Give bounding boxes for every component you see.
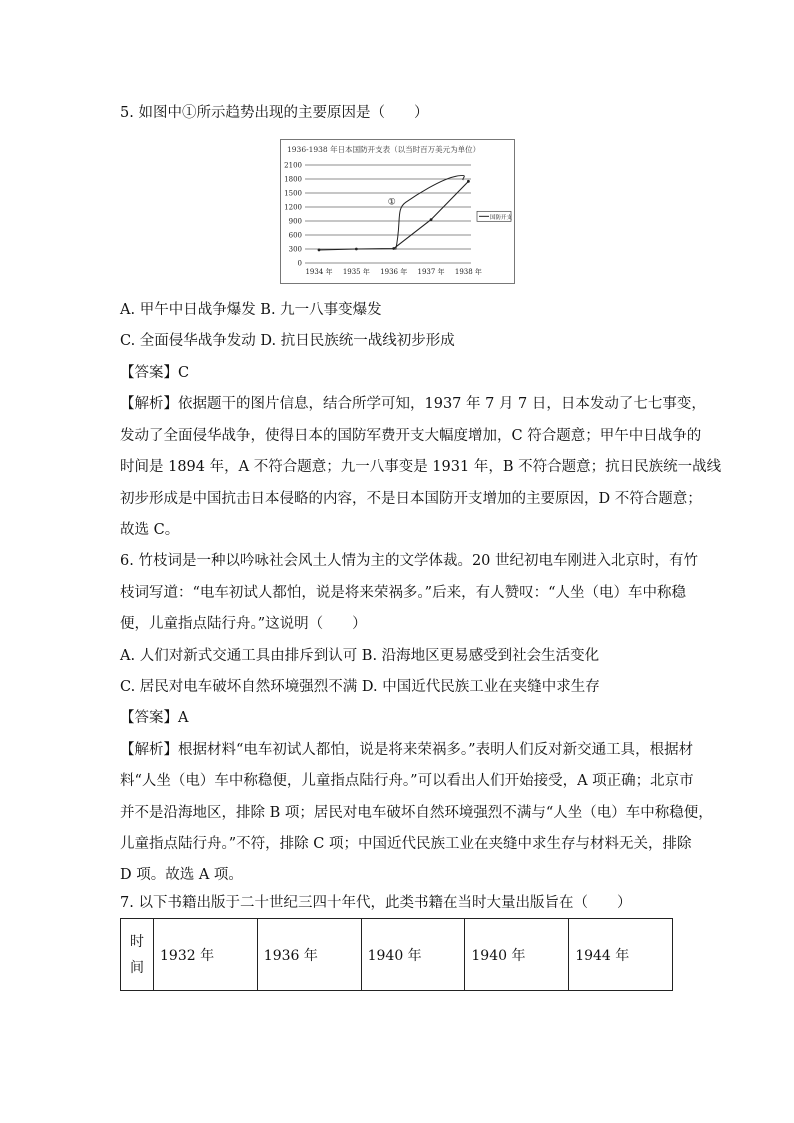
data-point bbox=[467, 180, 470, 183]
q7-book-table bbox=[120, 918, 673, 991]
chart-title: 1936-1938 年日本国防开支表（以当时百万美元为单位） bbox=[287, 145, 481, 154]
data-point bbox=[430, 218, 433, 221]
defense-chart bbox=[280, 139, 515, 284]
table-cell: 1936 年 bbox=[257, 919, 361, 991]
annotation-label: ① bbox=[387, 197, 396, 208]
q6-option-cd: C. 居民对电车破坏自然环境强烈不满 D. 中国近代民族工业在夹缝中求生存 bbox=[120, 679, 600, 695]
data-point bbox=[318, 249, 321, 252]
table-cell: 1932 年 bbox=[154, 919, 258, 991]
q5-answer: 【答案】C bbox=[120, 365, 190, 381]
q5-option-ab: A. 甲午中日战争爆发 B. 九一八事变爆发 bbox=[120, 302, 382, 318]
table-head-cell: 时间 bbox=[121, 919, 154, 991]
y-tick-label: 900 bbox=[288, 217, 302, 226]
x-tick-label: 1935 年 bbox=[342, 268, 370, 276]
data-point bbox=[355, 248, 358, 251]
q6-analysis-line: 料“人坐（电）车中称稳便，儿童指点陆行舟。”可以看出人们开始接受，A 项正确；北京市 bbox=[120, 773, 694, 789]
y-tick-label: 2100 bbox=[284, 161, 302, 170]
q5-option-cd: C. 全面侵华战争发动 D. 抗日民族统一战线初步形成 bbox=[120, 333, 455, 349]
q6-answer: 【答案】A bbox=[120, 710, 189, 726]
table-cell: 1940 年 bbox=[465, 919, 569, 991]
q5-analysis-line: 初步形成是中国抗击日本侵略的内容，不是日本国防开支增加的主要原因，D 不符合题意； bbox=[120, 491, 702, 507]
q6-stem-line: 枝词写道：“电车初试人都怕，说是将来荣祸多。”后来，有人赞叹：“人坐（电）车中称稳 bbox=[120, 585, 686, 601]
y-tick-label: 300 bbox=[288, 245, 302, 254]
q5-analysis-line: 【解析】依据题干的图片信息，结合所学可知，1937 年 7 月 7 日，日本发动了七七事变， bbox=[120, 396, 706, 412]
q6-analysis-line: 【解析】根据材料“电车初试人都怕，说是将来荣祸多。”表明人们反对新交通工具，根据材 bbox=[120, 742, 694, 758]
x-tick-label: 1936 年 bbox=[380, 268, 408, 276]
table-cell: 1940 年 bbox=[361, 919, 465, 991]
q6-analysis-line: D 项。故选 A 项。 bbox=[120, 867, 243, 883]
chart-svg bbox=[281, 140, 514, 283]
x-tick-label: 1937 年 bbox=[417, 268, 445, 276]
q6-option-ab: A. 人们对新式交通工具由排斥到认可 B. 沿海地区更易感受到社会生活变化 bbox=[120, 648, 600, 664]
y-tick-label: 1500 bbox=[284, 189, 302, 198]
y-tick-label: 0 bbox=[297, 259, 302, 268]
q6-stem-line: 便，儿童指点陆行舟。”这说明（ ） bbox=[120, 616, 367, 632]
table-row bbox=[121, 919, 673, 991]
table-cell: 1944 年 bbox=[569, 919, 673, 991]
q5-analysis-line: 故选 C。 bbox=[120, 522, 180, 538]
legend-label: 国防开支 bbox=[490, 214, 513, 221]
y-tick-label: 1800 bbox=[284, 175, 302, 184]
data-point bbox=[392, 247, 395, 250]
series-line bbox=[319, 181, 468, 250]
x-tick-label: 1938 年 bbox=[454, 268, 482, 276]
q5-analysis-line: 时间是 1894 年，A 不符合题意；九一八事变是 1931 年，B 不符合题意；抗日民族统一战线 bbox=[120, 459, 722, 475]
q7-stem: 7. 以下书籍出版于二十世纪三四十年代，此类书籍在当时大量出版旨在（ ） bbox=[120, 895, 632, 911]
q6-stem-line: 6. 竹枝词是一种以吟咏社会风土人情为主的文学体裁。20 世纪初电车刚进入北京时，有竹 bbox=[120, 553, 698, 569]
y-tick-label: 600 bbox=[288, 231, 302, 240]
q5-analysis-line: 发动了全面侵华战争，使得日本的国防军费开支大幅度增加，C 符合题意；甲午中日战争的 bbox=[120, 428, 702, 444]
q5-stem: 5. 如图中①所示趋势出现的主要原因是（ ） bbox=[120, 105, 429, 121]
q6-analysis-line: 儿童指点陆行舟。”不符，排除 C 项；中国近代民族工业在夹缝中求生存与材料无关，排除 bbox=[120, 836, 692, 852]
x-tick-label: 1934 年 bbox=[305, 268, 333, 276]
y-tick-label: 1200 bbox=[284, 203, 302, 212]
q6-analysis-line: 并不是沿海地区，排除 B 项；居民对电车破坏自然环境强烈不满与“人坐（电）车中称稳便， bbox=[120, 805, 713, 821]
